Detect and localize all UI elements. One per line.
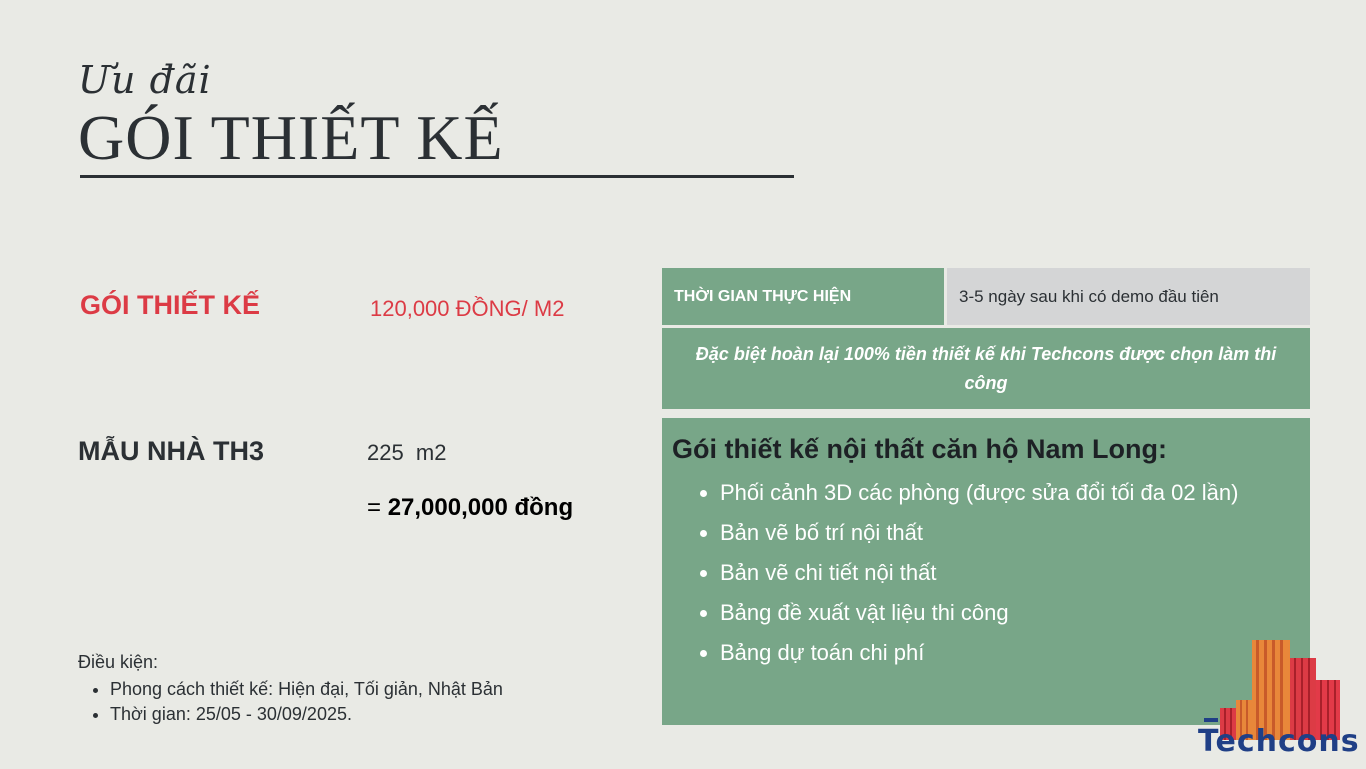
conditions-title: Điều kiện: xyxy=(78,652,159,672)
total-prefix: = xyxy=(367,494,388,521)
package-price: 120,000 ĐỒNG/ M2 xyxy=(370,296,565,321)
feature-item: • Bản vẽ chi tiết nội thất xyxy=(720,553,1300,593)
house-area: 225 m2 xyxy=(367,440,447,465)
house-model-label: MẪU NHÀ TH3 xyxy=(78,436,264,466)
logo-text: Techcons xyxy=(1198,724,1360,759)
time-label: THỜI GIAN THỰC HIỆN xyxy=(674,287,852,305)
conditions-block xyxy=(78,652,503,727)
conditions-list xyxy=(78,677,503,727)
time-label-cell xyxy=(662,268,944,325)
time-value: 3-5 ngày sau khi có demo đầu tiên xyxy=(959,286,1219,306)
refund-note: Đặc biệt hoàn lại 100% tiền thiết kế khi Techcons được chọn làm thi công xyxy=(695,343,1277,393)
total-value: 27,000,000 đồng xyxy=(387,494,574,521)
script-title: Ưu đãi xyxy=(78,58,212,102)
feature-title: Gói thiết kế nội thất căn hộ Nam Long: xyxy=(672,434,1168,464)
time-value-cell xyxy=(947,268,1310,325)
total-price xyxy=(367,494,573,522)
feature-item: • Bản vẽ bố trí nội thất xyxy=(720,513,1300,553)
feature-item: • Phối cảnh 3D các phòng (được sửa đổi tối đa 02 lần) xyxy=(720,473,1300,513)
condition-item: • Phong cách thiết kế: Hiện đại, Tối giản, Nhật Bản xyxy=(110,677,503,702)
feature-item: • Bảng đề xuất vật liệu thi công xyxy=(720,593,1300,633)
title-underline xyxy=(80,175,794,178)
package-label: GÓI THIẾT KẾ xyxy=(80,290,261,320)
page-title: GÓI THIẾT KẾ xyxy=(78,102,504,173)
feature-item: • Bảng dự toán chi phí xyxy=(720,633,1300,673)
condition-item: • Thời gian: 25/05 - 30/09/2025. xyxy=(110,702,503,727)
refund-note-cell xyxy=(662,328,1310,409)
